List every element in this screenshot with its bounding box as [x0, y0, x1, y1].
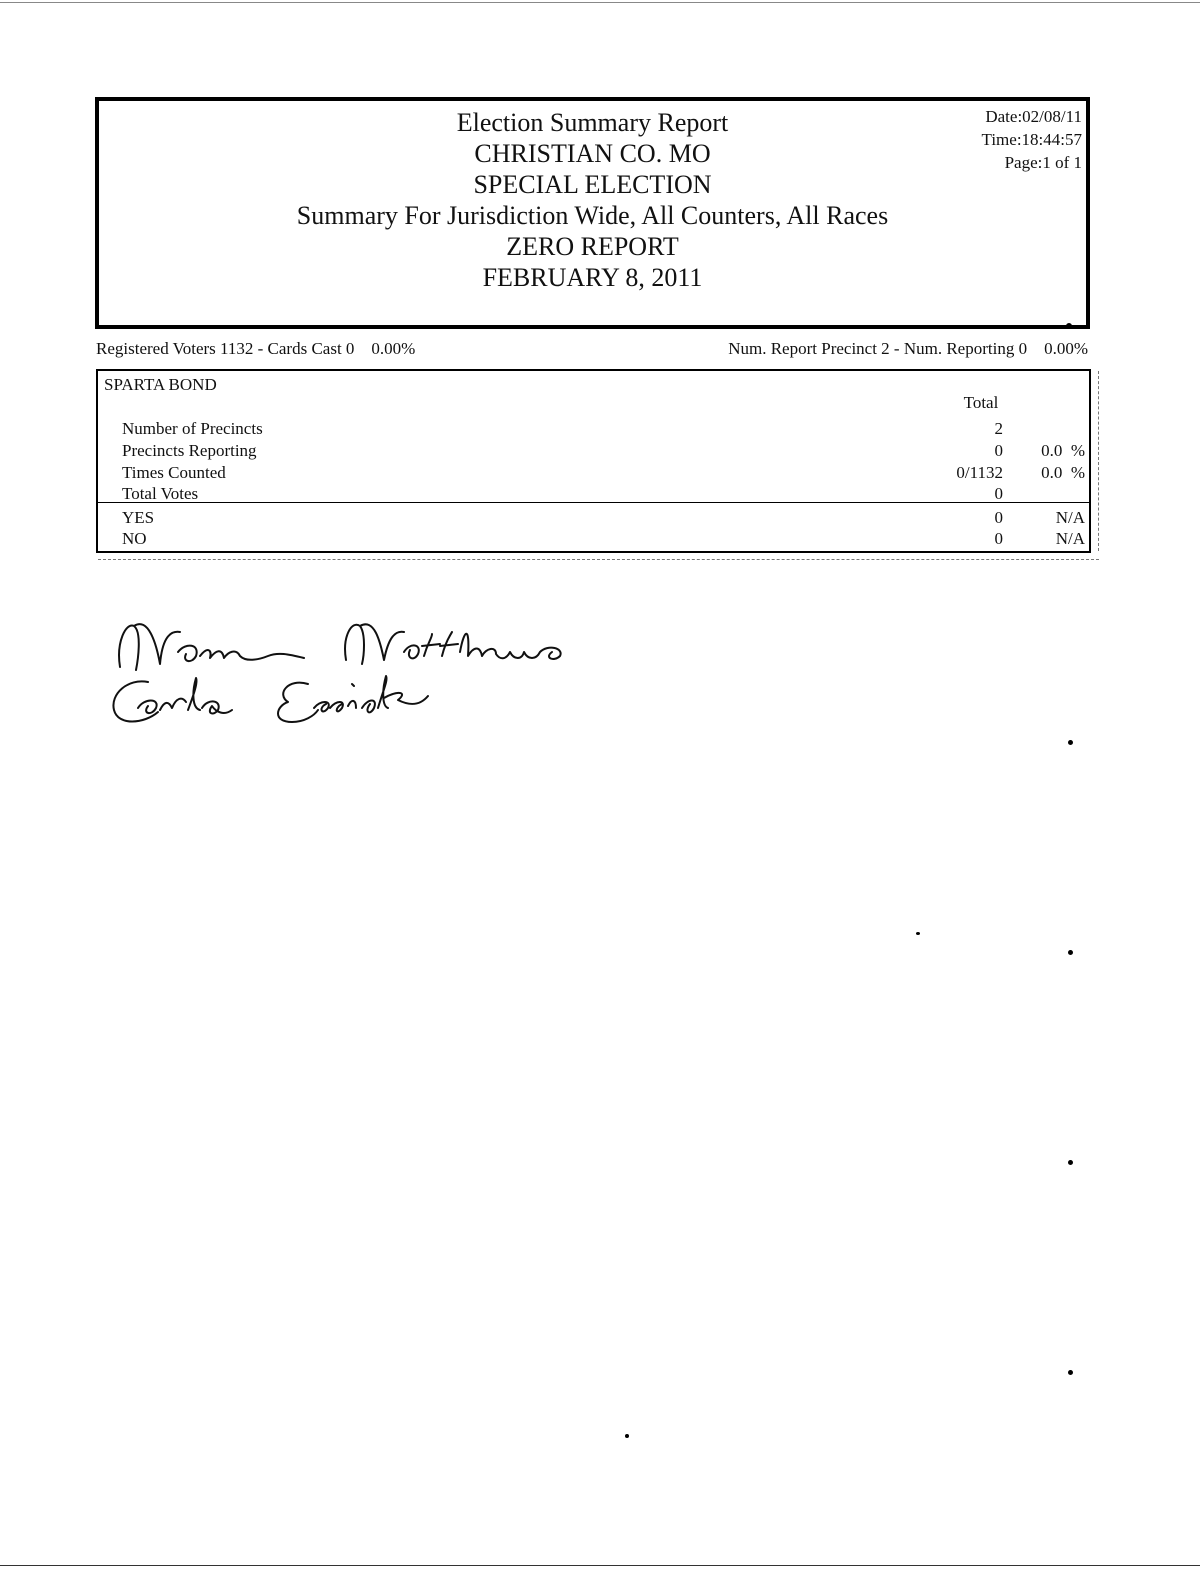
stat-percent: 0.0 % [1041, 441, 1085, 460]
scan-border-bottom [98, 559, 1099, 560]
handwritten-signatures [108, 612, 578, 732]
signature-stroke [119, 624, 180, 670]
signature-stroke [278, 676, 428, 722]
choice-votes: 0 [994, 508, 1003, 527]
summary-scope: Summary For Jurisdiction Wide, All Counters, All Races [296, 201, 889, 230]
report-meta [982, 105, 1082, 174]
choice-votes: 0 [994, 529, 1003, 548]
stat-value: 0 [994, 484, 1003, 503]
election-date: FEBRUARY 8, 2011 [482, 263, 703, 292]
report-title: Election Summary Report [456, 108, 729, 137]
race-results-table [96, 369, 1091, 553]
stat-label: Number of Precincts [122, 419, 263, 438]
scan-speck [625, 1434, 629, 1438]
report-kind: ZERO REPORT [506, 232, 679, 261]
choice-row [98, 508, 1089, 530]
county-name: CHRISTIAN CO. MO [474, 139, 711, 168]
scan-speck [916, 932, 920, 935]
report-time: Time:18:44:57 [981, 130, 1082, 149]
stat-label: Total Votes [122, 484, 199, 503]
page-bottom-edge [0, 1565, 1200, 1566]
signature-stroke [113, 678, 232, 722]
report-header [95, 97, 1090, 329]
stat-percent: 0.0 % [1041, 463, 1085, 482]
race-name: SPARTA BOND [104, 375, 217, 394]
choice-percent: N/A [1055, 508, 1085, 527]
report-title-block [99, 107, 1086, 293]
stat-value: 2 [994, 419, 1003, 438]
scan-speck [1068, 950, 1073, 955]
report-date: Date:02/08/11 [985, 107, 1082, 126]
choices-divider [98, 502, 1089, 503]
stat-value: 0 [994, 441, 1003, 460]
stat-row [98, 441, 1089, 463]
choice-percent: N/A [1055, 529, 1085, 548]
choice-label: NO [122, 529, 147, 548]
total-column-header: Total [963, 393, 999, 412]
precinct-reporting-summary: Num. Report Precinct 2 - Num. Reporting 0 0.00% [728, 339, 1088, 358]
scan-border-right [1098, 371, 1099, 551]
stat-label: Precincts Reporting [122, 441, 257, 460]
report-page: Page:1 of 1 [1004, 153, 1082, 172]
scan-speck [1068, 1370, 1073, 1375]
stat-value: 0/1132 [956, 463, 1003, 482]
page-top-edge [0, 2, 1200, 3]
election-type: SPECIAL ELECTION [473, 170, 712, 199]
scan-speck [1068, 740, 1073, 745]
choice-label: YES [122, 508, 155, 527]
stat-row [98, 419, 1089, 441]
signature-stroke [178, 646, 304, 661]
signature-stroke [345, 624, 404, 664]
stat-label: Times Counted [122, 463, 226, 482]
choice-row [98, 529, 1089, 551]
stat-row [98, 463, 1089, 485]
scan-speck [1066, 323, 1072, 329]
registered-voters-summary: Registered Voters 1132 - Cards Cast 0 0.00% [96, 339, 416, 358]
scan-speck [1068, 1160, 1073, 1165]
signature-stroke [404, 632, 561, 659]
